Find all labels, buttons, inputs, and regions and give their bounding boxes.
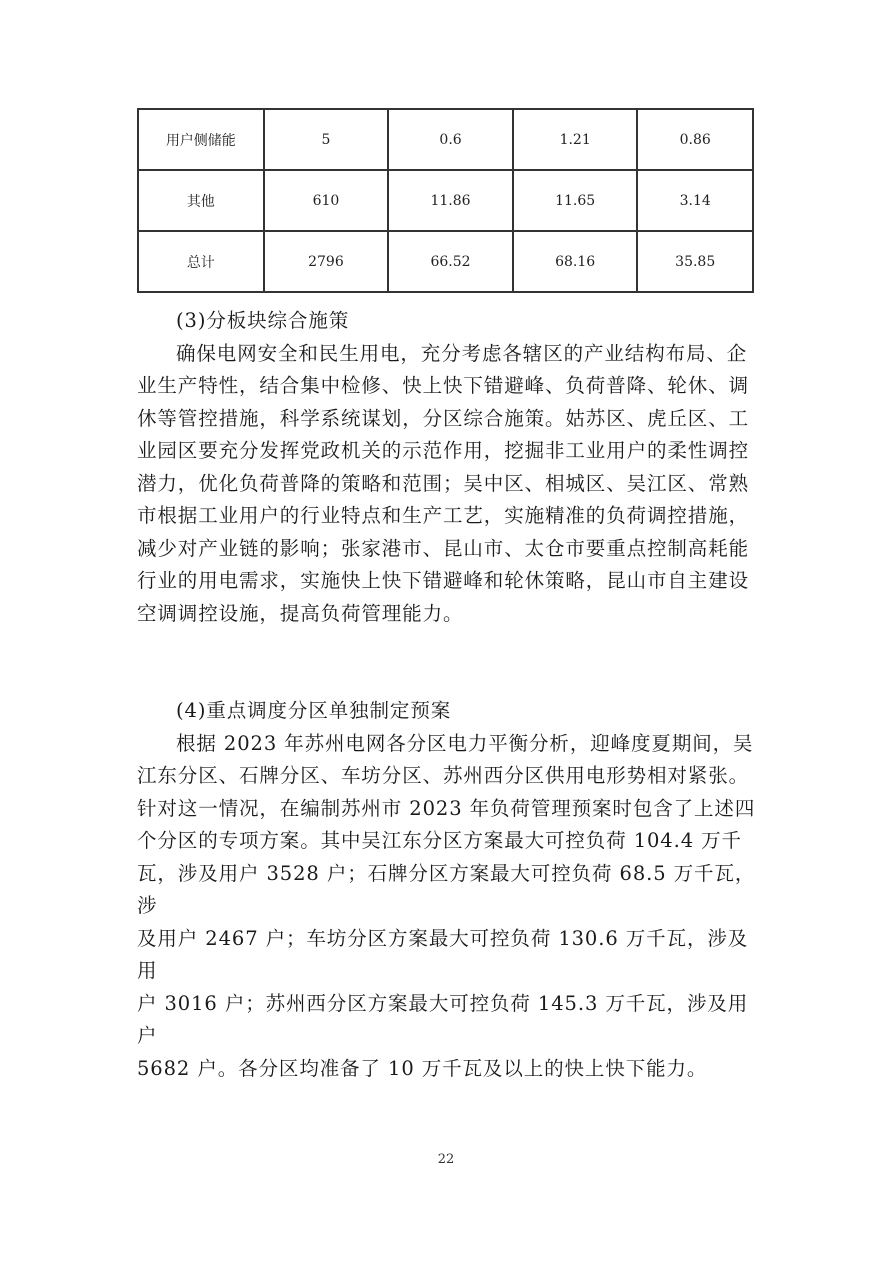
table-cell: 总计	[138, 231, 264, 292]
text-line: 减少对产业链的影响；张家港市、昆山市、太仓市要重点控制高耗能	[137, 536, 750, 560]
table-row	[138, 231, 753, 292]
table-cell: 用户侧储能	[138, 109, 264, 170]
text-line: 针对这一情况，在编制苏州市 2023 年负荷管理预案时包含了上述四	[137, 796, 756, 820]
text-line: 休等管控措施，科学系统谋划，分区综合施策。姑苏区、虎丘区、工	[137, 406, 750, 430]
text-line: 户 3016 户；苏州西分区方案最大可控负荷 145.3 万千瓦，涉及用户	[137, 991, 749, 1047]
data-table	[137, 108, 754, 293]
table-cell: 0.6	[388, 109, 513, 170]
page-number: 22	[437, 1152, 455, 1167]
table-row	[138, 170, 753, 231]
table-cell: 610	[264, 170, 389, 231]
text-line: 行业的用电需求，实施快上快下错避峰和轮休策略，昆山市自主建设	[137, 569, 750, 592]
text-line: 及用户 2467 户；车坊分区方案最大可控负荷 130.6 万千瓦，涉及用	[137, 926, 749, 982]
table-cell: 2796	[264, 231, 389, 292]
table-cell: 11.86	[388, 170, 513, 231]
text-line: 瓦，涉及用户 3528 户；石牌分区方案最大可控负荷 68.5 万千瓦，涉	[137, 861, 756, 917]
text-line: 业园区要充分发挥党政机关的示范作用，挖掘非工业用户的柔性调控	[137, 439, 750, 462]
text-line: 业生产特性，结合集中检修、快上快下错避峰、负荷普降、轮休、调	[137, 374, 750, 397]
table-row	[138, 109, 753, 170]
table-cell: 5	[264, 109, 389, 170]
text-line: 江东分区、石牌分区、车坊分区、苏州西分区供用电形势相对紧张。	[137, 764, 750, 787]
section-heading: (4)重点调度分区单独制定预案	[176, 699, 452, 722]
table-cell: 35.85	[637, 231, 753, 292]
section-3	[137, 305, 757, 630]
text-line: 确保电网安全和民生用电，充分考虑各辖区的产业结构布局、企	[176, 341, 748, 365]
table-cell: 68.16	[513, 231, 638, 292]
text-line: 5682 户。各分区均准备了 10 万千瓦及以上的快上快下能力。	[137, 1056, 708, 1080]
text-line: 潜力，优化负荷普降的策略和范围；吴中区、相城区、吴江区、常熟	[137, 471, 750, 495]
table-cell: 3.14	[637, 170, 753, 231]
table-cell: 其他	[138, 170, 264, 231]
table-cell: 66.52	[388, 231, 513, 292]
section-4	[137, 695, 757, 1085]
text-line: 市根据工业用户的行业特点和生产工艺，实施精准的负荷调控措施，	[137, 504, 750, 527]
table-cell: 1.21	[513, 109, 638, 170]
text-line: 个分区的专项方案。其中吴江东分区方案最大可控负荷 104.4 万千	[137, 829, 742, 852]
text-line: 根据 2023 年苏州电网各分区电力平衡分析，迎峰度夏期间，吴	[176, 731, 754, 755]
text-line: 空调调控设施，提高负荷管理能力。	[137, 601, 464, 625]
table-cell: 0.86	[637, 109, 753, 170]
table-cell: 11.65	[513, 170, 638, 231]
section-heading: (3)分板块综合施策	[176, 309, 350, 332]
